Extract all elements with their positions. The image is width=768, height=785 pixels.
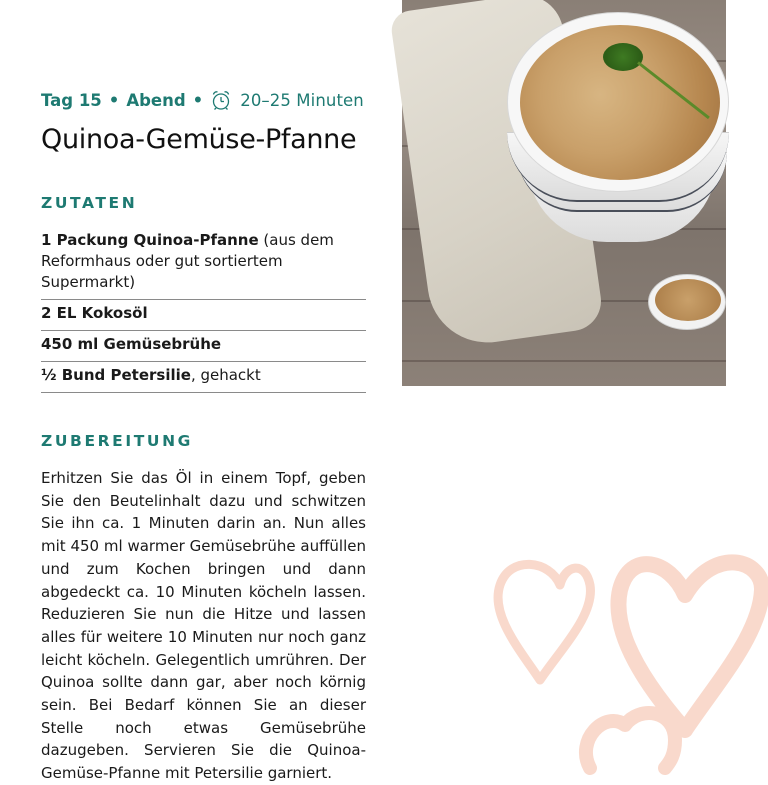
day-label: Tag 15 xyxy=(41,90,102,110)
ingredient-item xyxy=(41,300,366,331)
separator: • xyxy=(108,90,120,110)
heart-icon xyxy=(618,562,762,730)
ingredients-list xyxy=(41,228,366,393)
parsley-garnish xyxy=(603,43,643,71)
meal-label: Abend xyxy=(126,90,186,110)
duration-label: 20–25 Minuten xyxy=(240,90,364,110)
preparation-text: Erhitzen Sie das Öl in einem Topf, geben Sie den Beutelinhalt dazu und schwitzen Sie ihn ca. 1 Minuten darin an. Nun alles mit 450 ml warmer Gemüsebrühe auffüllen und zum Kochen bringen und dann abgedeckt ca. 10 Minuten köcheln lassen. Reduzieren Sie nun die Hitze und lassen alles für weitere 10 Minuten nur noch ganz leicht köcheln. Gelegentlich umrühren. Der Quinoa sollte dann gar, aber noch körnig sein. Bei Bedarf können Sie an dieser Stelle noch etwas Gemüsebrühe dazugeben. Servieren Sie die Quinoa-Gemüse-Pfanne mit Petersilie garniert. xyxy=(41,469,366,783)
heart-icon xyxy=(586,713,675,768)
wood-grain xyxy=(402,360,726,362)
ingredient-note: , gehackt xyxy=(190,366,261,384)
separator: • xyxy=(192,90,204,110)
ingredients-heading: ZUTATEN xyxy=(41,194,138,212)
recipe-meta xyxy=(41,89,364,111)
preparation-heading: ZUBEREITUNG xyxy=(41,432,193,450)
spoon xyxy=(648,274,726,330)
heart-icon xyxy=(498,564,590,680)
hearts-decoration xyxy=(480,540,768,768)
ingredient-item xyxy=(41,228,366,300)
recipe-title: Quinoa-Gemüse-Pfanne xyxy=(41,124,357,155)
quinoa-spoonful xyxy=(655,279,721,321)
bowl-stack xyxy=(507,12,729,244)
ingredient-amount: 1 Packung Quinoa-Pfanne xyxy=(41,231,259,249)
alarm-clock-icon xyxy=(210,89,232,111)
ingredient-item xyxy=(41,362,366,393)
ingredient-amount: ½ Bund Petersilie xyxy=(41,366,191,384)
ingredient-amount: 2 EL Kokosöl xyxy=(41,304,148,322)
ingredient-note: (aus dem Reformhaus oder gut sortiertem Supermarkt) xyxy=(41,231,334,291)
ingredient-item xyxy=(41,331,366,362)
bowl-rim xyxy=(507,12,729,192)
recipe-photo xyxy=(402,0,726,386)
ingredient-amount: 450 ml Gemüsebrühe xyxy=(41,335,222,353)
